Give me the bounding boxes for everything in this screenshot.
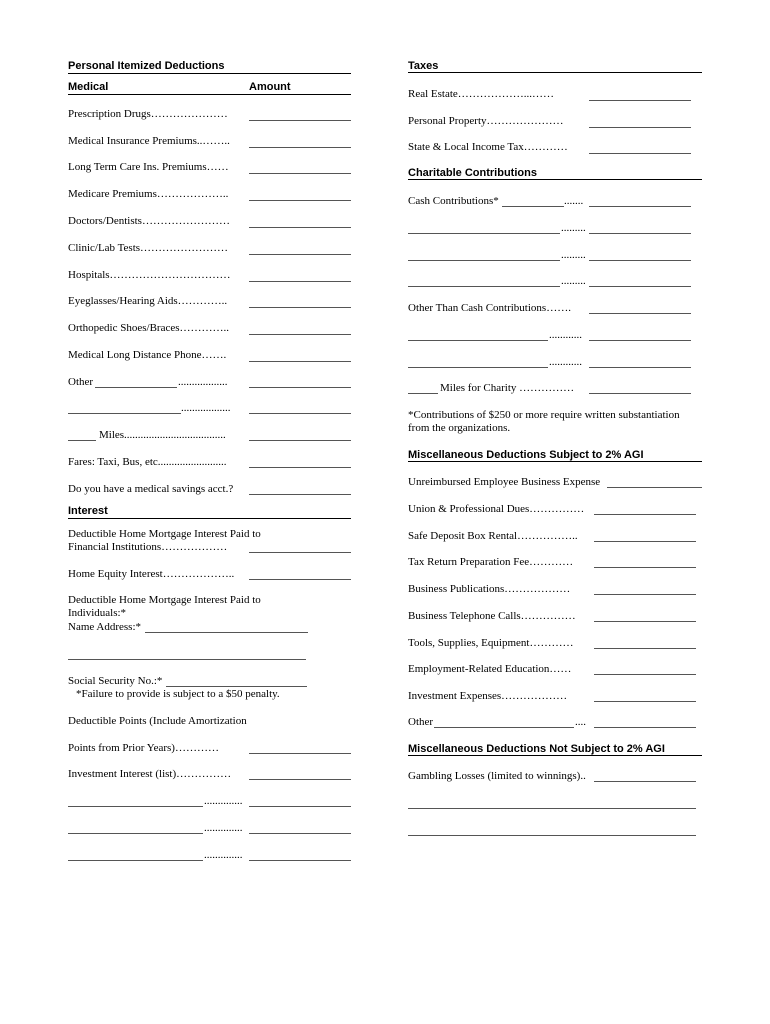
label-fares: Fares: Taxi, Bus, etc......................... [68,456,227,468]
label-medical-savings-account: Do you have a medical savings acct.? [68,483,234,495]
charitable-header: Charitable Contributions [408,167,537,179]
ssn-penalty-note: *Failure to provide is subject to a $50 penalty. [76,688,280,700]
label-points-prior-years: Points from Prior Years)………… [68,742,219,754]
noncash-description-field-2[interactable] [408,367,548,368]
cash-contribution-description-field-3[interactable] [408,260,560,261]
dots: ......... [561,275,586,287]
amount-field-other-than-cash[interactable] [589,313,691,314]
amount-field-investment-interest[interactable] [249,779,351,780]
amount-header: Amount [249,81,291,93]
dots: .............. [204,795,243,807]
label-other-misc: Other [408,716,434,728]
dots: ............ [549,329,582,341]
divider [68,73,351,74]
amount-field-other-medical[interactable] [249,387,351,388]
label-mortgage-interest-individuals: Deductible Home Mortgage Interest Paid to [68,594,261,606]
label-miles: Miles..................................... [99,429,226,441]
other-medical-description-field[interactable] [95,387,177,388]
divider [408,461,702,462]
contribution-note-line-2: from the organizations. [408,422,511,434]
dots: ............ [549,356,582,368]
amount-field-investment-list-3[interactable] [249,860,351,861]
amount-field-unreimbursed[interactable] [607,487,702,488]
label-investment-expenses: Investment Expenses……………… [408,690,568,702]
amount-field-points[interactable] [249,753,351,754]
medical-header: Medical [68,81,109,93]
divider [68,518,351,519]
label-cash-contributions: Cash Contributions* [408,195,499,207]
label-medicare-premiums: Medicare Premiums……………….. [68,188,229,200]
amount-field-noncash-1[interactable] [589,340,691,341]
label-investment-interest: Investment Interest (list)…………… [68,768,232,780]
amount-field-state-local-tax[interactable] [589,153,691,154]
amount-field-safe-deposit[interactable] [594,541,696,542]
label-eyeglasses: Eyeglasses/Hearing Aids………….. [68,295,228,307]
label-gambling-losses: Gambling Losses (limited to winnings).. [408,770,586,782]
amount-field-investment-list-2[interactable] [249,833,351,834]
label-clinic-lab: Clinic/Lab Tests…………………… [68,242,229,254]
amount-field-business-telephone[interactable] [594,621,696,622]
investment-interest-list-field-1[interactable] [68,806,203,807]
amount-field-cash-3[interactable] [589,260,691,261]
amount-field-miles-charity[interactable] [589,393,691,394]
misc-not-2pct-field-1[interactable] [408,808,696,809]
label-prescription-drugs: Prescription Drugs………………… [68,108,228,120]
label-employment-education: Employment-Related Education…… [408,663,572,675]
investment-interest-list-field-2[interactable] [68,833,203,834]
label-deductible-points: Deductible Points (Include Amortization [68,715,247,727]
dots: .................. [178,376,228,388]
label-real-estate: Real Estate………………...…… [408,88,555,100]
misc-2pct-header: Miscellaneous Deductions Subject to 2% AGI [408,449,644,461]
dots: .............. [204,849,243,861]
label-business-publications: Business Publications……………… [408,583,571,595]
divider [408,179,702,180]
misc-not-2pct-field-2[interactable] [408,835,696,836]
label-tools-supplies: Tools, Supplies, Equipment………… [408,637,574,649]
label-mortgage-interest-financial: Deductible Home Mortgage Interest Paid to [68,528,261,540]
other-medical-description-field-2[interactable] [68,413,181,414]
amount-field-tax-prep[interactable] [594,567,696,568]
label-individuals: Individuals:* [68,607,127,619]
interest-header: Interest [68,505,108,517]
divider [408,72,702,73]
section-title-personal-itemized: Personal Itemized Deductions [68,60,225,72]
cash-contribution-description-field-2[interactable] [408,233,560,234]
label-financial-institutions: Financial Institutions……………… [68,541,228,553]
label-hospitals: Hospitals…………………………… [68,269,231,281]
amount-field-personal-property[interactable] [589,127,691,128]
contribution-note: *Contributions of $250 or more require written substantiation [408,409,680,421]
label-orthopedic: Orthopedic Shoes/Braces………….. [68,322,229,334]
misc-not-2pct-header: Miscellaneous Deductions Not Subject to 2% AGI [408,743,665,755]
amount-field-union-dues[interactable] [594,514,696,515]
name-address-field[interactable] [145,632,308,633]
amount-field-doctors-dentists[interactable] [249,227,351,228]
dots: ......... [561,249,586,261]
label-unreimbursed-expense: Unreimbursed Employee Business Expense [408,476,601,488]
label-union-dues: Union & Professional Dues…………… [408,503,585,515]
noncash-description-field-1[interactable] [408,340,548,341]
amount-field-long-term-care[interactable] [249,173,351,174]
taxes-header: Taxes [408,60,439,72]
label-other-than-cash: Other Than Cash Contributions……. [408,302,571,314]
dots: ......... [561,222,586,234]
divider [408,755,702,756]
field-medical-savings-account[interactable] [249,494,351,495]
amount-field-gambling-losses[interactable] [594,781,696,782]
amount-field-investment-list-1[interactable] [249,806,351,807]
charity-miles-count-field[interactable] [408,393,438,394]
amount-field-eyeglasses[interactable] [249,307,351,308]
amount-field-real-estate[interactable] [589,100,691,101]
label-safe-deposit: Safe Deposit Box Rental…………….. [408,530,578,542]
amount-field-home-equity[interactable] [249,579,351,580]
label-other-medical: Other [68,376,94,388]
amount-field-cash-4[interactable] [589,286,691,287]
amount-field-orthopedic[interactable] [249,334,351,335]
amount-field-noncash-2[interactable] [589,367,691,368]
amount-field-other-misc[interactable] [594,727,696,728]
label-medical-insurance: Medical Insurance Premiums..…….. [68,135,230,147]
label-miles-for-charity: Miles for Charity …………… [440,382,575,394]
amount-field-miles[interactable] [249,440,351,441]
miles-count-field[interactable] [68,440,96,441]
label-home-equity-interest: Home Equity Interest……………….. [68,568,235,580]
amount-field-long-distance-phone[interactable] [249,361,351,362]
amount-field-medical-insurance[interactable] [249,147,351,148]
other-misc-description-field[interactable] [434,727,574,728]
dots: .............. [204,822,243,834]
cash-contribution-description-field[interactable] [502,206,564,207]
amount-field-fares[interactable] [249,467,351,468]
investment-interest-list-field-3[interactable] [68,860,203,861]
amount-field-cash-contributions[interactable] [589,206,691,207]
label-business-telephone: Business Telephone Calls…………… [408,610,576,622]
amount-field-clinic-lab[interactable] [249,254,351,255]
label-long-distance-phone: Medical Long Distance Phone……. [68,349,227,361]
label-personal-property: Personal Property………………… [408,115,564,127]
amount-field-cash-2[interactable] [589,233,691,234]
amount-field-hospitals[interactable] [249,281,351,282]
dots: .... [575,716,586,728]
amount-field-tools-supplies[interactable] [594,648,696,649]
label-tax-prep-fee: Tax Return Preparation Fee………… [408,556,574,568]
amount-field-other-medical-2[interactable] [249,413,351,414]
dots: .................. [181,402,231,414]
label-doctors-dentists: Doctors/Dentists…………………… [68,215,230,227]
amount-field-medicare-premiums[interactable] [249,200,351,201]
cash-contribution-description-field-4[interactable] [408,286,560,287]
social-security-field[interactable] [166,686,307,687]
dots: ....... [564,195,584,207]
amount-field-prescription-drugs[interactable] [249,120,351,121]
amount-field-employment-education[interactable] [594,674,696,675]
label-name-address: Name Address:* [68,621,142,633]
amount-field-investment-expenses[interactable] [594,701,696,702]
amount-field-business-publications[interactable] [594,594,696,595]
label-social-security: Social Security No.:* [68,675,163,687]
name-address-field-2[interactable] [68,659,306,660]
divider [68,94,351,95]
label-long-term-care: Long Term Care Ins. Premiums…… [68,161,229,173]
label-state-local-income-tax: State & Local Income Tax………… [408,141,568,153]
amount-field-mortgage-financial[interactable] [249,552,351,553]
